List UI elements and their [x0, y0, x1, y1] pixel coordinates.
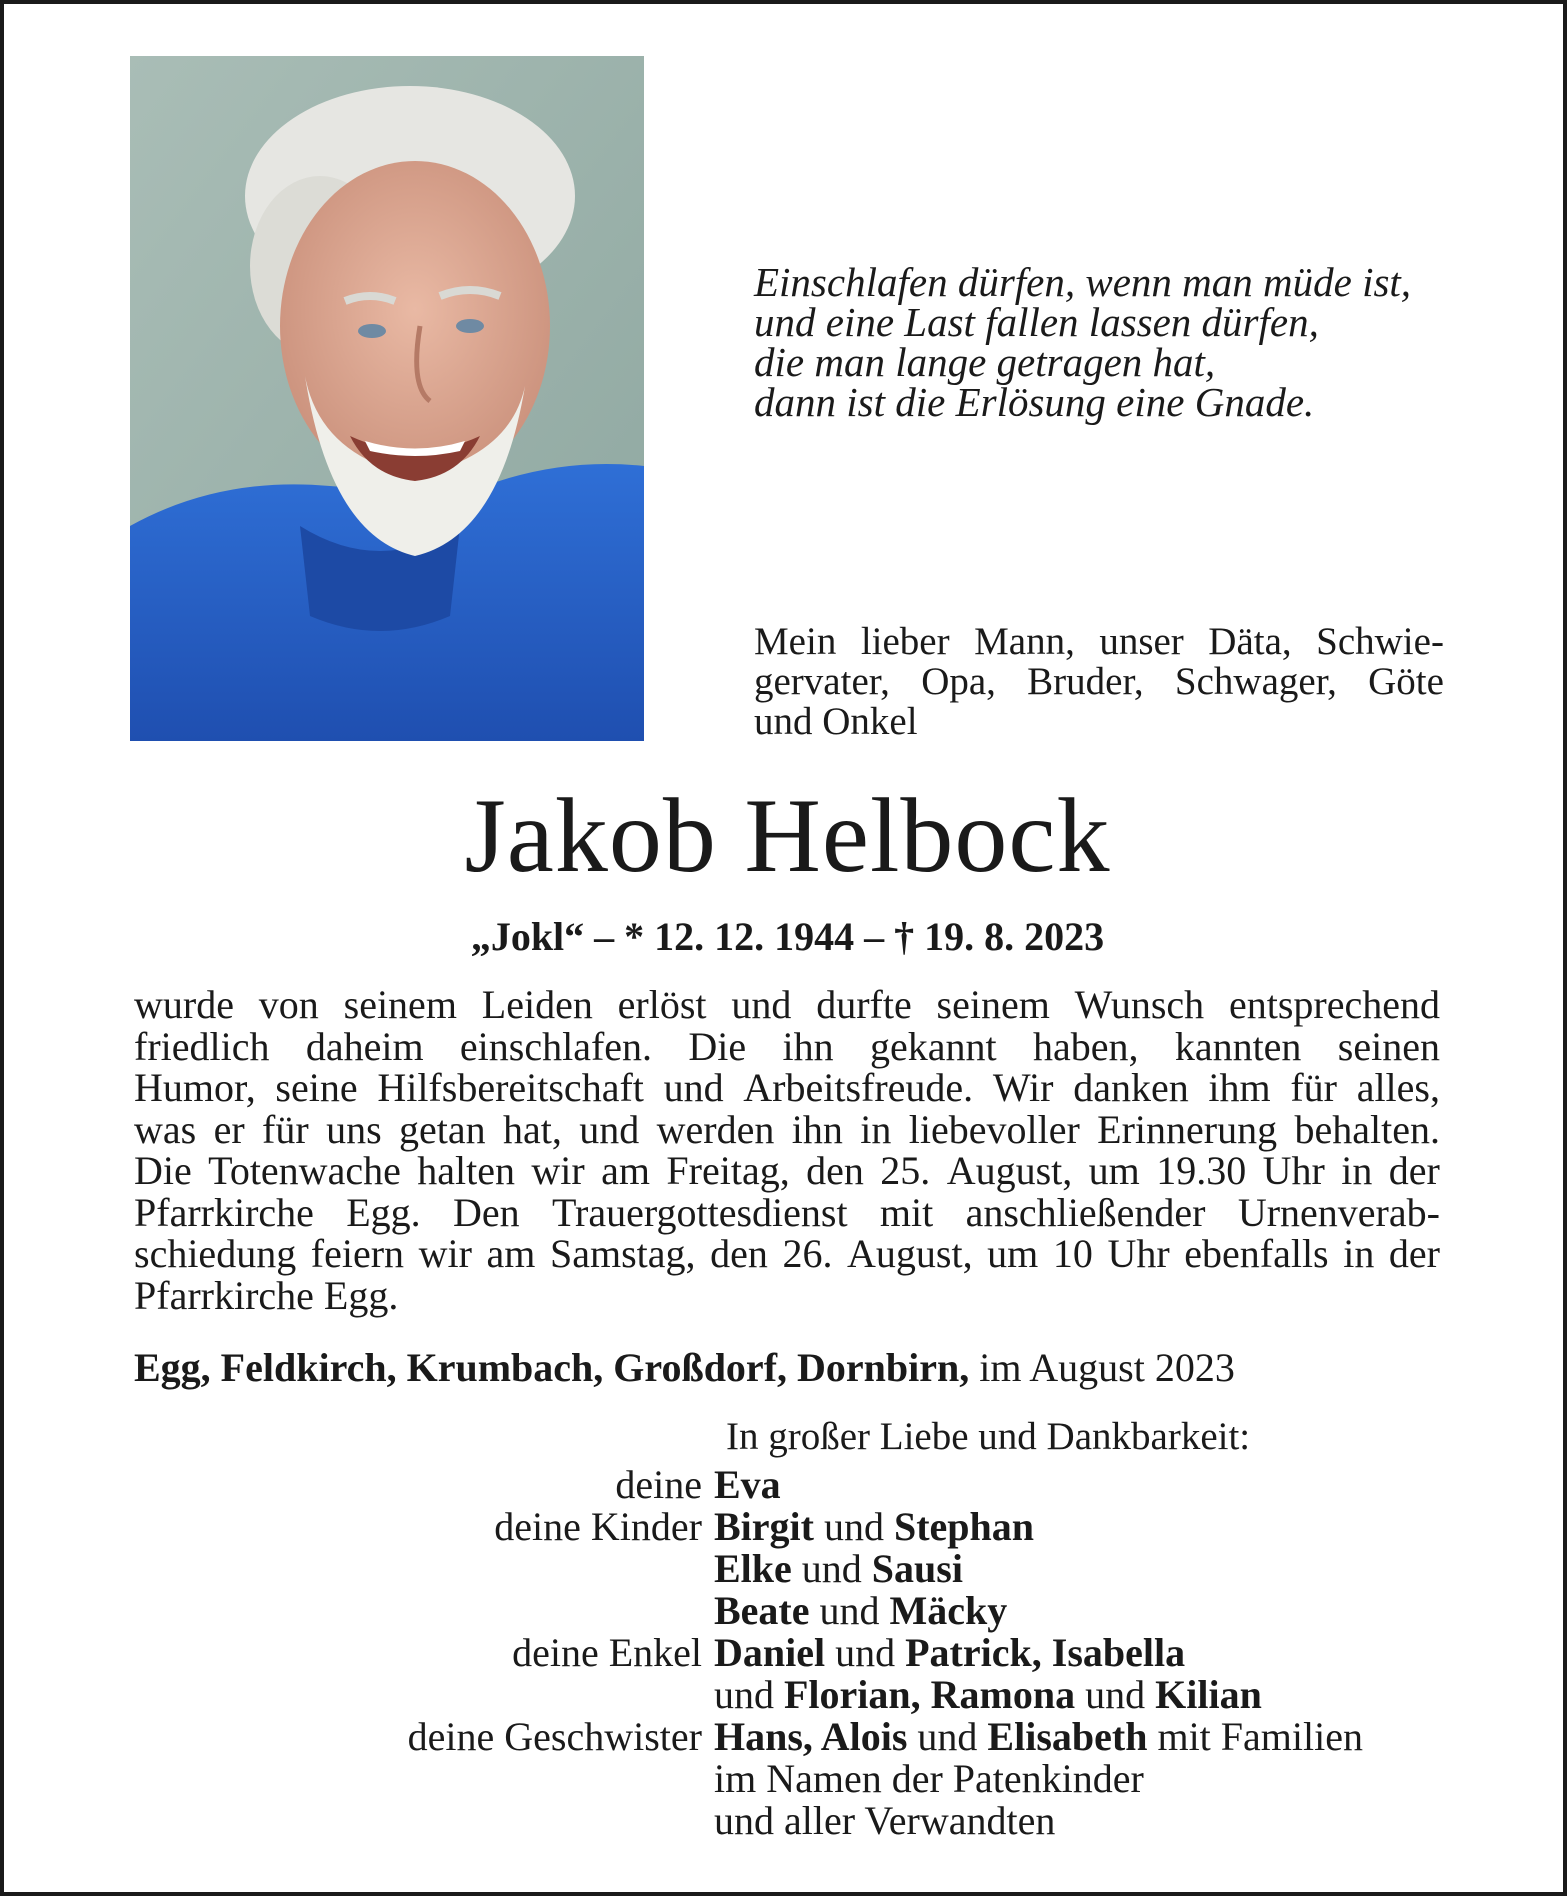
- mourner-name: Stephan: [893, 1504, 1035, 1549]
- signoff: In großer Liebe und Dankbarkeit:: [726, 1415, 1251, 1458]
- announcement-word: uns: [326, 1106, 382, 1152]
- announcement-word: schiedung: [134, 1231, 297, 1276]
- announcement-word: für: [262, 1106, 309, 1152]
- intro-word: gervater,: [754, 660, 890, 703]
- announcement-word: wir: [418, 1231, 472, 1276]
- announcement-word: um: [1088, 1148, 1140, 1193]
- godchildren-line: im Namen der Patenkinder: [714, 1756, 1144, 1801]
- announcement-word: in: [1341, 1148, 1373, 1193]
- announcement-word: gekannt: [869, 1023, 997, 1069]
- places: Egg, Feldkirch, Krumbach, Großdorf, Dornbirn,: [134, 1345, 970, 1390]
- announcement-word: ihn: [791, 1106, 843, 1152]
- mourner-names: [714, 1548, 963, 1590]
- announcement-word: er: [213, 1106, 245, 1152]
- announcement-word: Trauergottesdienst: [552, 1189, 848, 1235]
- announcement-line-last: Pfarrkirche Egg.: [134, 1272, 399, 1318]
- intro-word: Mein: [754, 620, 837, 663]
- date: im August 2023: [979, 1345, 1235, 1390]
- mourner-names: [714, 1590, 1007, 1632]
- announcement-line: [134, 984, 1440, 1026]
- conjunction: und: [801, 1546, 862, 1591]
- mourner-row: [4, 1674, 1567, 1716]
- relation-label: deine Kinder: [494, 1504, 702, 1549]
- announcement-line: [134, 1106, 1440, 1152]
- family-suffix: mit Familien: [1157, 1714, 1363, 1759]
- deceased-name: Jakob Helbock: [464, 777, 1111, 894]
- mourner-names: [714, 1464, 781, 1506]
- announcement-word: Hilfsbereitschaft: [377, 1065, 644, 1110]
- relation-label: deine Enkel: [512, 1630, 702, 1675]
- announcement-word: am: [486, 1231, 536, 1276]
- announcement-line: [134, 1150, 1440, 1192]
- announcement-word: erlöst: [617, 982, 707, 1027]
- announcement-line: [134, 1233, 1440, 1275]
- mourner-row: [4, 1464, 1567, 1506]
- poem: [754, 259, 1474, 425]
- mourner-name: Daniel: [714, 1630, 826, 1675]
- relation-label: [4, 1674, 714, 1716]
- conjunction: und: [1085, 1672, 1146, 1717]
- announcement-word: der: [1388, 1148, 1440, 1193]
- announcement-word: seinem: [343, 982, 457, 1027]
- mourner-name: Kilian: [1155, 1672, 1262, 1717]
- poem-line: Einschlafen dürfen, wenn man müde ist,: [754, 259, 1412, 305]
- announcement-word: Die: [688, 1023, 747, 1069]
- mourner-row: [4, 1632, 1567, 1674]
- announcement-word: Wunsch: [1074, 982, 1205, 1027]
- mourner-name: Elke: [714, 1546, 792, 1591]
- conjunction: und: [823, 1504, 884, 1549]
- intro-word: Bruder,: [1027, 660, 1144, 703]
- announcement-word: kannten: [1174, 1023, 1302, 1069]
- announcement-word: um: [987, 1231, 1039, 1276]
- intro-word: unser: [1099, 620, 1184, 663]
- poem-line: die man lange getragen hat,: [754, 339, 1216, 385]
- mourner-name: Eva: [714, 1462, 781, 1507]
- mourner-name: Elisabeth: [987, 1714, 1148, 1759]
- intro-word: Däta,: [1208, 620, 1292, 663]
- intro-line-1: [754, 622, 1444, 662]
- announcement-line: [134, 1023, 1440, 1069]
- announcement-word: friedlich: [134, 1023, 270, 1069]
- announcement-word: 26.: [782, 1231, 833, 1276]
- announcement-word: Uhr: [1262, 1148, 1325, 1193]
- announcement-word: hat,: [503, 1106, 562, 1152]
- intro-word: Mann,: [974, 620, 1075, 663]
- announcement-word: 10: [1052, 1231, 1093, 1276]
- announcement-word: Egg.: [346, 1189, 421, 1235]
- relation-label: deine Geschwister: [407, 1714, 702, 1759]
- announcement-word: August,: [847, 1231, 973, 1276]
- intro-word: Opa,: [921, 660, 996, 703]
- announcement-word: 25.: [880, 1148, 931, 1193]
- announcement-word: alles,: [1356, 1065, 1440, 1110]
- poem-line: und eine Last fallen lassen dürfen,: [754, 299, 1319, 345]
- intro-word: Göte: [1368, 660, 1444, 703]
- announcement-word: den: [806, 1148, 864, 1193]
- mourner-names: [714, 1716, 1363, 1758]
- announcement-word: Freitag,: [666, 1148, 790, 1193]
- mourners-list: [4, 1464, 1567, 1842]
- mourner-names: [714, 1632, 1185, 1674]
- announcement-word: Totenwache: [208, 1148, 401, 1193]
- announcement-word: mit: [879, 1189, 934, 1235]
- announcement-word: seinem: [936, 982, 1050, 1027]
- poem-line: dann ist die Erlösung eine Gnade.: [754, 379, 1315, 425]
- announcement-word: anschließender: [965, 1189, 1206, 1235]
- announcement-word: behalten.: [1294, 1106, 1440, 1152]
- intro-word: Schwager,: [1174, 660, 1337, 703]
- conjunction: und: [714, 1672, 774, 1717]
- mourner-name: Florian, Ramona: [784, 1672, 1076, 1717]
- announcement-word: den: [710, 1231, 768, 1276]
- announcement-word: wir: [531, 1148, 585, 1193]
- intro-line-2: [754, 662, 1444, 702]
- mourner-name: Beate: [714, 1588, 810, 1633]
- mourner-row: [4, 1506, 1567, 1548]
- mourner-row: [4, 1758, 1567, 1800]
- mourner-names: [714, 1506, 1034, 1548]
- announcement-text: [134, 984, 1440, 1316]
- announcement-word: Humor,: [134, 1065, 256, 1110]
- relation-label: [4, 1758, 714, 1800]
- announcement-word: werden: [656, 1106, 775, 1152]
- announcement-word: von: [258, 982, 319, 1027]
- announcement-word: 19.30: [1156, 1148, 1247, 1193]
- mourner-name: Patrick, Isabella: [905, 1630, 1186, 1675]
- mourner-row: [4, 1716, 1567, 1758]
- relatives-line: und aller Verwandten: [714, 1798, 1056, 1843]
- conjunction: und: [835, 1630, 896, 1675]
- announcement-word: durfte: [816, 982, 912, 1027]
- mourner-name: Birgit: [714, 1504, 814, 1549]
- announcement-word: entsprechend: [1228, 982, 1440, 1027]
- intro-text: [754, 622, 1444, 742]
- announcement-line: [134, 1189, 1440, 1235]
- relation-label: [4, 1590, 714, 1632]
- announcement-word: ihn: [782, 1023, 834, 1069]
- announcement-word: Urnenverab-: [1237, 1189, 1440, 1235]
- announcement-word: was: [134, 1106, 197, 1152]
- announcement-word: der: [1388, 1231, 1440, 1276]
- intro-word: lieber: [860, 620, 950, 663]
- conjunction: und: [819, 1588, 880, 1633]
- announcement-word: und: [663, 1065, 724, 1110]
- announcement-word: am: [601, 1148, 650, 1193]
- announcement-word: Arbeitsfreude.: [743, 1065, 974, 1110]
- intro-line-3: und Onkel: [754, 700, 918, 743]
- mourner-row: [4, 1548, 1567, 1590]
- mourner-name: Hans, Alois: [714, 1714, 908, 1759]
- announcement-word: für: [1290, 1065, 1337, 1110]
- announcement-word: Pfarrkirche: [134, 1189, 314, 1235]
- announcement-word: ihm: [1208, 1065, 1271, 1110]
- announcement-word: Den: [453, 1189, 520, 1235]
- mourner-names: [714, 1674, 1262, 1716]
- announcement-word: getan: [399, 1106, 486, 1152]
- conjunction: und: [917, 1714, 978, 1759]
- mourner-row: [4, 1590, 1567, 1632]
- life-dates: „Jokl“ – * 12. 12. 1944 – † 19. 8. 2023: [470, 914, 1105, 959]
- announcement-word: liebevoller: [908, 1106, 1080, 1152]
- announcement-word: einschlafen.: [459, 1023, 653, 1069]
- announcement-word: halten: [417, 1148, 515, 1193]
- announcement-word: haben,: [1032, 1023, 1139, 1069]
- announcement-word: seinen: [1337, 1023, 1440, 1069]
- announcement-word: wurde: [134, 982, 234, 1027]
- announcement-word: daheim: [305, 1023, 424, 1069]
- announcement-word: August,: [946, 1148, 1073, 1193]
- announcement-word: danken: [1073, 1065, 1189, 1110]
- announcement-word: Samstag,: [549, 1231, 696, 1276]
- portrait-illustration: [130, 56, 644, 741]
- announcement-word: feiern: [310, 1231, 405, 1276]
- announcement-word: in: [1343, 1231, 1375, 1276]
- place-and-date: [134, 1345, 1454, 1391]
- announcement-word: und: [579, 1106, 640, 1152]
- announcement-word: Uhr: [1107, 1231, 1170, 1276]
- mourner-name: Mäcky: [889, 1588, 1008, 1633]
- relation-label: deine: [615, 1462, 702, 1507]
- announcement-word: Leiden: [481, 982, 593, 1027]
- mourner-name: Sausi: [871, 1546, 963, 1591]
- announcement-word: seine: [275, 1065, 358, 1110]
- announcement-line: [134, 1067, 1440, 1109]
- announcement-word: ebenfalls: [1184, 1231, 1329, 1276]
- announcement-word: Erinnerung: [1097, 1106, 1278, 1152]
- mourner-row: [4, 1800, 1567, 1842]
- announcement-word: und: [731, 982, 792, 1027]
- relation-label: [4, 1800, 714, 1842]
- announcement-word: Wir: [992, 1065, 1054, 1110]
- announcement-word: Die: [134, 1148, 192, 1193]
- portrait-photo: [130, 56, 644, 741]
- relation-label: [4, 1548, 714, 1590]
- announcement-word: in: [860, 1106, 892, 1152]
- intro-word: Schwie-: [1316, 620, 1444, 663]
